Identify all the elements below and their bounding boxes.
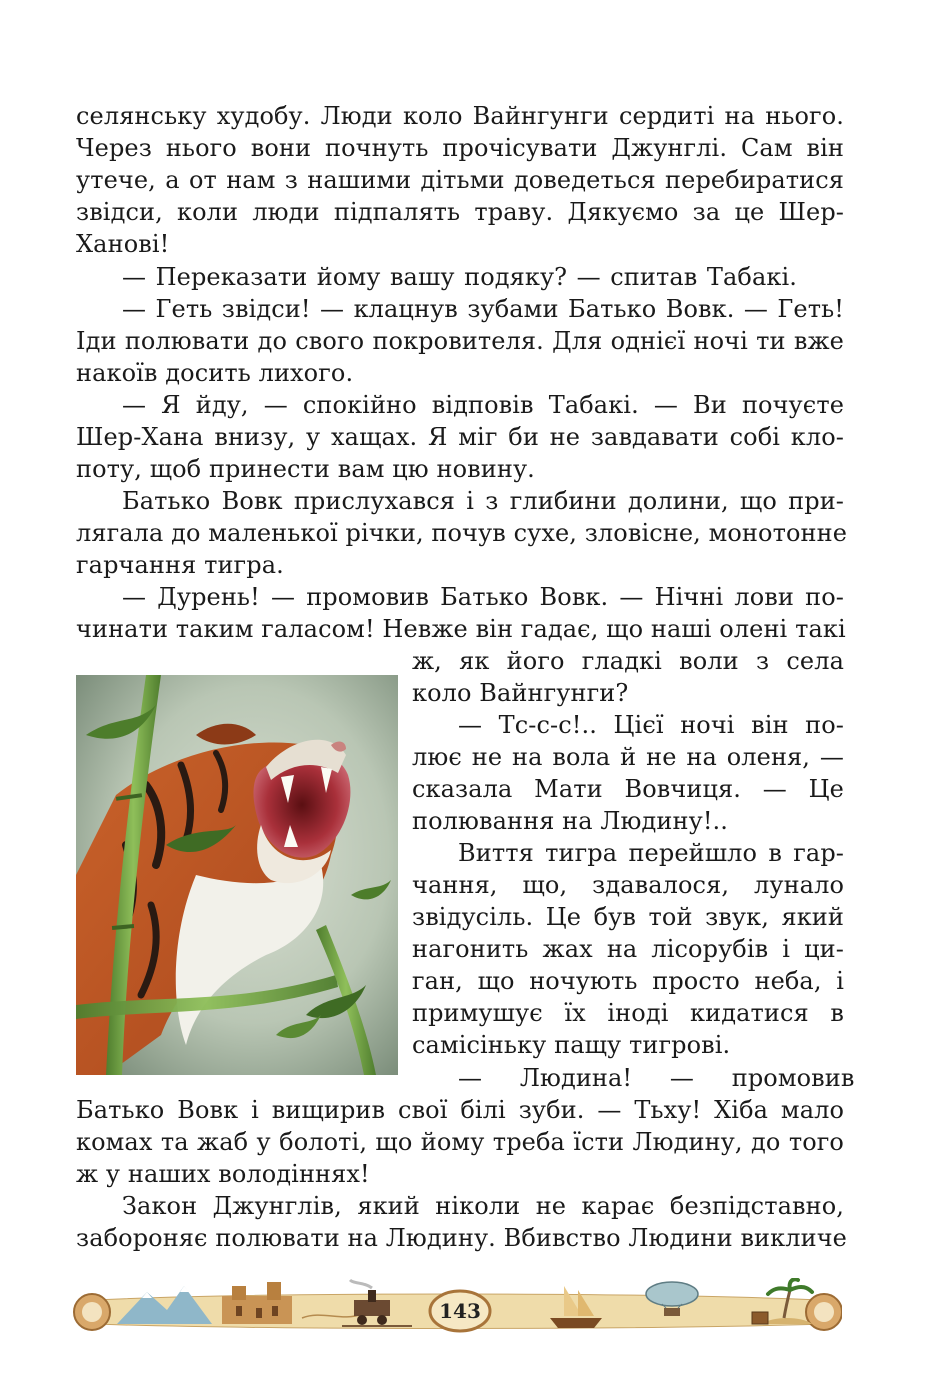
right-medallion-icon [806, 1294, 842, 1330]
text-line: — Людина! — промовив [458, 1064, 855, 1092]
text-line: коло Вайнгунги? [412, 679, 629, 707]
text-line: накоїв досить лихого. [76, 359, 354, 387]
text-line: нагонить жах на лісорубів і ци- [412, 935, 844, 963]
left-medallion-icon [74, 1294, 110, 1330]
text-line: — Переказати йому вашу подяку? — спитав Табакі. [122, 263, 797, 291]
text-line: Шер-Хана внизу, у хащах. Я міг би не завдавати собі кло- [76, 423, 844, 451]
text-line: сказала Мати Вовчиця. — Це [412, 775, 844, 803]
roaring-tiger-icon [76, 675, 398, 1075]
text-line: забороняє полювати на Людину. Вбивство Людини викличе [76, 1224, 847, 1252]
text-line: чинати таким галасом! Невже він гадає, що наші олені такі [76, 615, 846, 643]
text-line: лягала до маленької річки, почув сухе, зловісне, монотонне [76, 519, 847, 547]
text-line: Іди полювати до свого покровителя. Для однієї ночі ти вже [76, 327, 844, 355]
text-line: ж, як його гладкі воли з села [412, 647, 844, 675]
text-line: чання, що, здавалося, лунало [412, 871, 844, 899]
text-line: селянську худобу. Люди коло Вайнгунги сердиті на нього. [76, 102, 844, 130]
text-line: ган, що ночують просто неба, і [412, 967, 844, 995]
text-line: утече, а от нам з нашими дітьми доведеться перебиратися [76, 166, 844, 194]
text-line: — Я йду, — спокійно відповів Табакі. — Ви почуєте [122, 391, 844, 419]
text-line: примушує їх іноді кидатися в [412, 999, 844, 1027]
page-number: 143 [439, 1299, 481, 1323]
text-line: гарчання тигра. [76, 551, 284, 579]
text-line: звідси, коли люди підпалять траву. Дякуємо за це Шер- [76, 198, 844, 226]
text-line: — Геть звідси! — клацнув зубами Батько Вовк. — Геть! [122, 295, 844, 323]
text-line: ж у наших володіннях! [76, 1160, 370, 1188]
text-line: звідусіль. Це був той звук, який [412, 903, 844, 931]
castle-icon [222, 1282, 292, 1324]
text-line: поту, щоб принести вам цю новину. [76, 455, 535, 483]
text-line: лює не на вола й не на оленя, — [412, 743, 844, 771]
text-line: Через нього вони почнуть прочісувати Джунглі. Сам він [76, 134, 844, 162]
text-line: полювання на Людину!.. [412, 807, 729, 835]
text-line: — Тс-с-с!.. Цієї ночі він по- [458, 711, 844, 739]
text-line: Виття тигра перейшло в гар- [458, 839, 844, 867]
text-line: самісіньку пащу тигрові. [412, 1031, 731, 1059]
text-line: — Дурень! — промовив Батько Вовк. — Нічні лови по- [122, 583, 844, 611]
text-line: Батько Вовк прислухався і з глибини долини, що при- [122, 487, 844, 515]
tiger-illustration [76, 675, 398, 1075]
text-line: Батько Вовк і вищирив свої білі зуби. — Тьху! Хіба мало [76, 1096, 844, 1124]
text-line: комах та жаб у болоті, що йому треба їсти Людину, до того [76, 1128, 844, 1156]
text-line: Закон Джунглів, який ніколи не карає безпідставно, [122, 1192, 844, 1220]
text-line: Ханові! [76, 230, 170, 258]
